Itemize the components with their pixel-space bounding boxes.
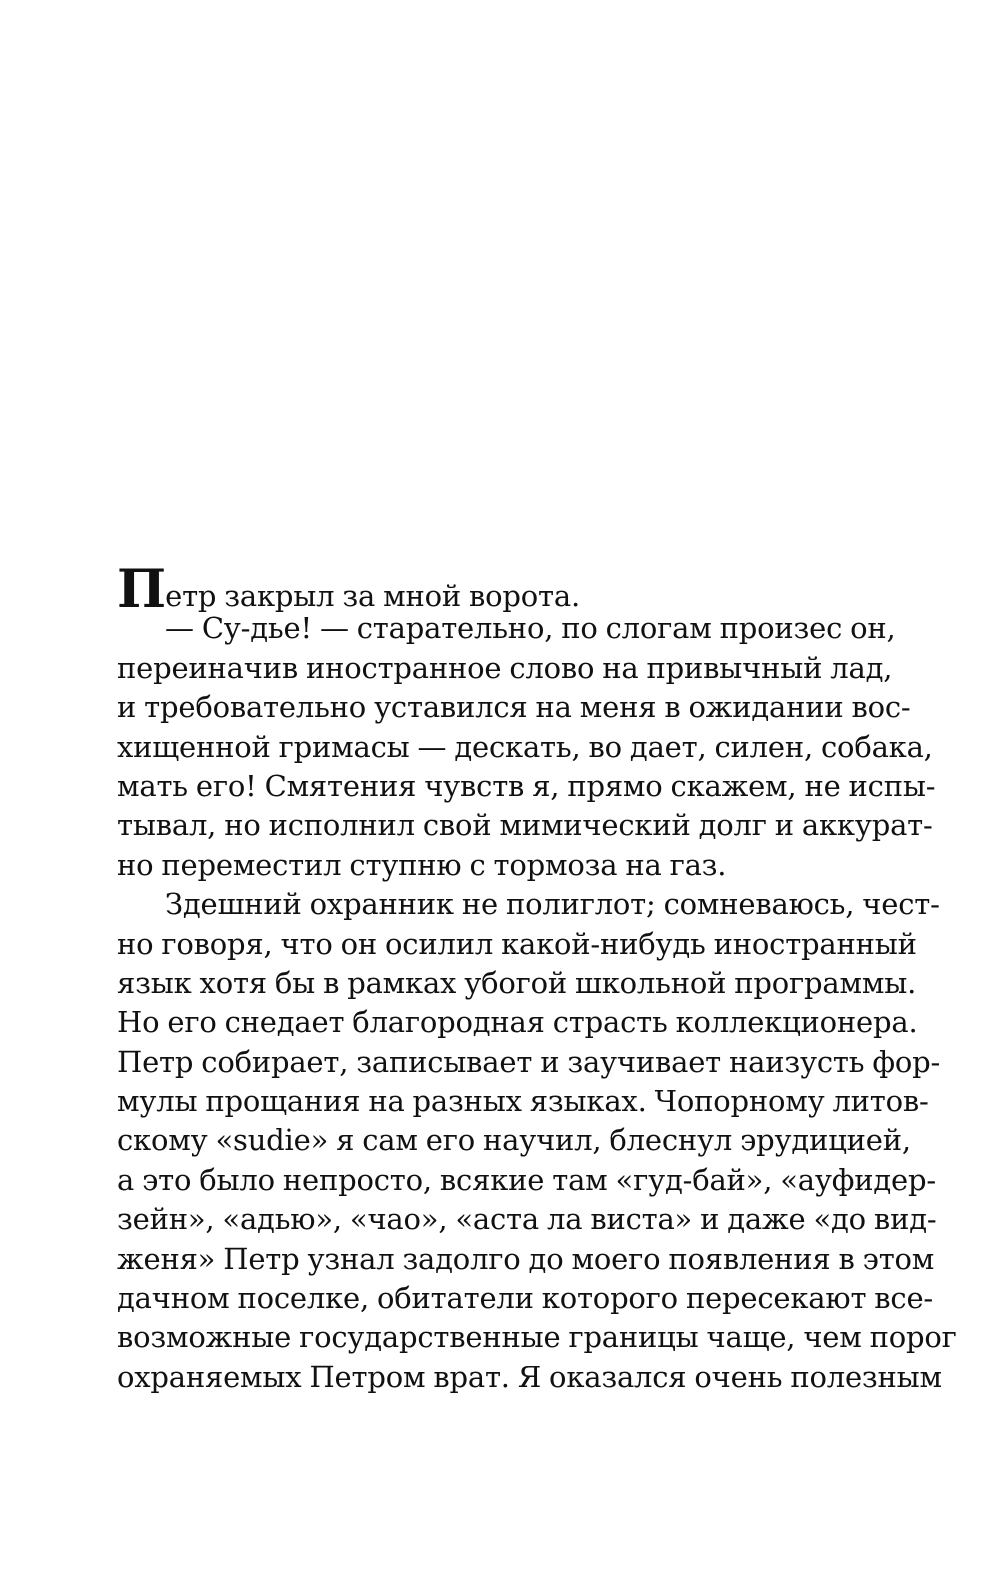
text-line: переиначив иностранное слово на привычный лад,: [117, 650, 893, 685]
body-text: [117, 559, 957, 1397]
text-line: Петр собирает, записывает и заучивает наизусть фор-: [117, 1044, 941, 1079]
text-line: возможные государственные границы чаще, чем порог: [117, 1320, 957, 1355]
text-line: женя» Петр узнал задолго до моего появления в этом: [117, 1241, 935, 1276]
text-line: а это было непросто, всякие там «гуд-бай», «ауфидер-: [117, 1162, 936, 1197]
text-line: тывал, но исполнил свой мимический долг и аккурат-: [117, 808, 933, 843]
text-line: мать его! Смятения чувств я, прямо скажем, не испы-: [117, 768, 936, 803]
text-line: дачном поселке, обитатели которого пересекают все-: [117, 1281, 934, 1316]
text-line: зейн», «адью», «чао», «аста ла виста» и даже «до вид-: [117, 1202, 937, 1237]
text-line: Но его снедает благородная страсть коллекционера.: [117, 1005, 918, 1040]
text-line: — Су-дье! — старательно, по слогам произес он,: [165, 611, 896, 646]
text-line: но говоря, что он осилил какой-нибудь иностранный: [117, 926, 917, 961]
text-line: язык хотя бы в рамках убогой школьной программы.: [117, 965, 917, 1000]
text-line: но переместил ступню с тормоза на газ.: [117, 847, 727, 882]
text-line: и требовательно уставился на меня в ожидании вос-: [117, 690, 911, 725]
text-line: мулы прощания на разных языках. Чопорному литов-: [117, 1084, 929, 1119]
text-line: Здешний охранник не полиглот; сомневаюсь, чест-: [165, 887, 940, 922]
text-line: скому «sudie» я сам его научил, блеснул эрудицией,: [117, 1123, 911, 1158]
text-line: охраняемых Петром врат. Я оказался очень полезным: [117, 1359, 942, 1394]
text-line-opening: [117, 559, 831, 620]
text-line: хищенной гримасы — дескать, во дает, силен, собака,: [117, 729, 933, 764]
opening-line-text: етр закрыл за мной ворота.: [165, 579, 580, 613]
drop-cap: П: [117, 559, 166, 620]
